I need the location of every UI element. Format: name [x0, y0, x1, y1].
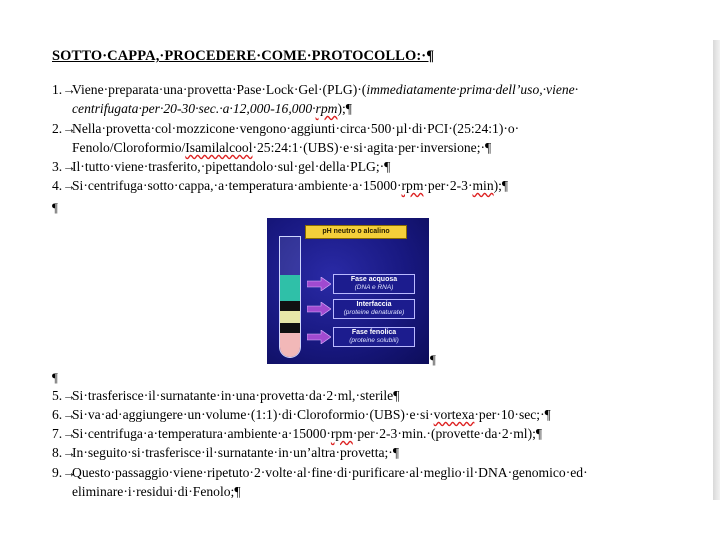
- step-number: 5.→: [52, 388, 76, 403]
- protocol-step: [52, 405, 652, 424]
- test-tube: [279, 236, 301, 360]
- step-text: [72, 405, 652, 424]
- arrow-icon: [307, 277, 331, 291]
- step-text: [72, 386, 652, 405]
- protocol-step: [52, 463, 652, 501]
- text-line: [72, 424, 652, 443]
- text-segment: centrifugata·per·20-30·sec.·a·12,000-16,000·: [72, 101, 316, 116]
- text-segment: Nella·provetta·col·mozzicone·vengono·aggiunti·circa·500·µl·di·PCI·(25:24:1)·o·: [72, 121, 520, 136]
- text-segment: immediatamente·prima·dell’uso,·viene·: [366, 82, 579, 97]
- pilcrow: ¶: [52, 200, 58, 215]
- protocol-step: [52, 424, 652, 443]
- aqueous-phase-band: [280, 275, 300, 301]
- protocol-step: [52, 157, 652, 176]
- pilcrow: ¶: [430, 352, 436, 367]
- label-aqueous-phase: [333, 274, 415, 294]
- arrow-icon: [307, 330, 331, 344]
- step-text: [72, 119, 652, 157]
- document-title: SOTTO·CAPPA,·PROCEDERE·COME·PROTOCOLLO:·¶: [52, 48, 435, 64]
- text-segment: Questo·passaggio·viene·ripetuto·2·volte·al·fine·di·purificare·al·meglio·il·DNA·genomico·ed·: [72, 465, 588, 480]
- text-segment: Si·centrifuga·sotto·cappa,·a·temperatura·ambiente·a·15000·: [72, 178, 402, 193]
- step-text: [72, 157, 652, 176]
- text-segment: rpm: [315, 101, 338, 116]
- text-segment: eliminare·i·residui·di·Fenolo;¶: [72, 484, 241, 499]
- text-segment: ·per·10·sec;·¶: [474, 407, 551, 422]
- label-subtitle: (proteine denaturate): [343, 309, 405, 316]
- text-segment: vortexa: [433, 407, 475, 422]
- step-number: 9.→: [52, 465, 76, 480]
- step-number: 2.→: [52, 121, 76, 136]
- text-line: [72, 386, 652, 405]
- text-line: [72, 99, 652, 118]
- phase-separation-figure: [267, 218, 429, 364]
- text-segment: );¶: [493, 178, 509, 193]
- text-line: [72, 405, 652, 424]
- label-phenolic-phase: [333, 327, 415, 347]
- step-number: 1.→: [52, 82, 76, 97]
- text-line: [72, 80, 652, 99]
- step-text: [72, 80, 652, 118]
- text-segment: Fenolo/Cloroformio/: [72, 140, 186, 155]
- step-text: [72, 463, 652, 501]
- step-number: 6.→: [52, 407, 76, 422]
- arrow-icon: [307, 302, 331, 316]
- protocol-step: [52, 176, 652, 195]
- protocol-step: [52, 386, 652, 405]
- text-segment: min: [472, 178, 494, 193]
- pilcrow: ¶: [52, 370, 58, 385]
- interphase-band: [280, 311, 300, 323]
- label-title: Interfaccia: [356, 301, 392, 308]
- step-text: [72, 424, 652, 443]
- label-interphase: [333, 299, 415, 319]
- text-segment: ·25:24:1·(UBS)·e·si·agita·per·inversione;·¶: [252, 140, 492, 155]
- text-segment: rpm: [330, 426, 353, 441]
- gel-band-top: [280, 301, 300, 311]
- text-line: [72, 138, 652, 157]
- text-segment: ·per·2-3·: [423, 178, 473, 193]
- gel-band-bottom: [280, 323, 300, 333]
- scrollbar-track[interactable]: [713, 40, 720, 500]
- step-number: 3.→: [52, 159, 76, 174]
- figure-header: pH neutro o alcalino: [305, 225, 407, 239]
- text-segment: Isamilalcool: [185, 140, 253, 155]
- phenolic-phase-band: [280, 333, 300, 357]
- protocol-step: [52, 443, 652, 462]
- text-line: [72, 119, 652, 138]
- protocol-step: [52, 119, 652, 157]
- label-title: Fase acquosa: [350, 276, 398, 283]
- text-segment: rpm: [401, 178, 424, 193]
- text-segment: Il·tutto·viene·trasferito,·pipettandolo·sul·gel·della·PLG;·¶: [72, 159, 391, 174]
- label-subtitle: (proteine solubili): [349, 337, 399, 344]
- text-segment: Si·va·ad·aggiungere·un·volume·(1:1)·di·Cloroformio·(UBS)·e·si·: [72, 407, 434, 422]
- step-text: [72, 176, 652, 195]
- text-segment: ·per·2-3·min.·(provette·da·2·ml);¶: [352, 426, 543, 441]
- step-number: 7.→: [52, 426, 76, 441]
- text-segment: );¶: [337, 101, 352, 116]
- text-line: [72, 443, 652, 462]
- text-segment: Viene·preparata·una·provetta·Pase·Lock·Gel·(PLG)·(: [72, 82, 367, 97]
- step-number: 8.→: [52, 445, 76, 460]
- label-subtitle: (DNA e RNA): [354, 284, 394, 291]
- text-line: [72, 157, 652, 176]
- label-title: Fase fenolica: [351, 329, 397, 336]
- protocol-step: [52, 80, 652, 118]
- text-line: [72, 482, 652, 501]
- text-segment: In·seguito·si·trasferisce·il·surnatante·in·un’altra·provetta;·¶: [72, 445, 399, 460]
- text-line: [72, 176, 652, 195]
- text-line: [72, 463, 652, 482]
- text-segment: Si·centrifuga·a·temperatura·ambiente·a·15000·: [72, 426, 331, 441]
- text-segment: Si·trasferisce·il·surnatante·in·una·provetta·da·2·ml,·sterile¶: [72, 388, 400, 403]
- step-number: 4.→: [52, 178, 76, 193]
- step-text: [72, 443, 652, 462]
